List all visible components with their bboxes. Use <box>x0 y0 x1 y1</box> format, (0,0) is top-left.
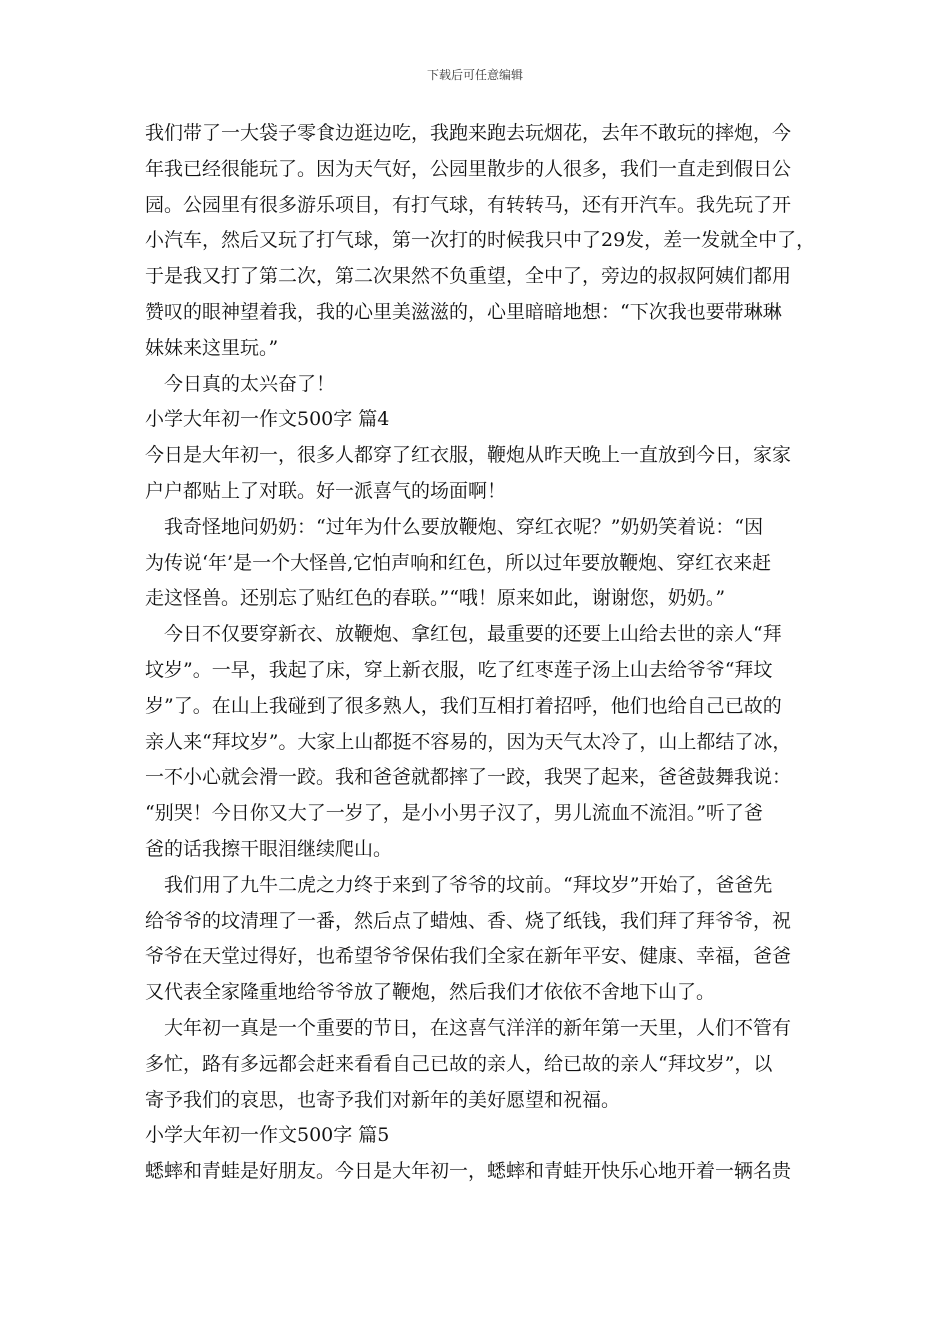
page-header-note: 下载后可任意编辑 <box>426 68 523 82</box>
text-line: 多忙，路有多远都会赶来看看自己已故的亲人，给已故的亲人“拜坟岁”，以 <box>145 1052 773 1075</box>
text-line: 走这怪兽。还别忘了贴红色的春联。”“哦！原来如此，谢谢您，奶奶。” <box>145 587 726 610</box>
text-line: 岁”了。在山上我碰到了很多熟人，我们互相打着招呼，他们也给自己已故的 <box>145 694 782 717</box>
text-line: 坟岁”。一早，我起了床，穿上新衣服，吃了红枣莲子汤上山去给爷爷“拜坟 <box>145 659 773 681</box>
text-line: 一不小心就会滑一跤。我和爸爸就都摔了一跤，我哭了起来，爸爸鼓舞我说： <box>145 766 792 789</box>
text-line: 爷爷在天堂过得好，也希望爷爷保佑我们全家在新年平安、健康、幸福，爸爸 <box>145 945 792 968</box>
text-line: 寄予我们的哀思，也寄予我们对新年的美好愿望和祝福。 <box>145 1088 621 1111</box>
text-line: 大年初一真是一个重要的节日，在这喜气洋洋的新年第一天里，人们不管有 <box>145 1017 792 1039</box>
text-line: 户户都贴上了对联。好一派喜气的场面啊！ <box>145 480 507 502</box>
text-line: 给爷爷的坟清理了一番，然后点了蜡烛、香、烧了纸钱，我们拜了拜爷爷，祝 <box>145 909 792 932</box>
text-line: 今日不仅要穿新衣、放鞭炮、拿红包，最重要的还要上山给去世的亲人“拜 <box>145 623 782 646</box>
text-line: 又代表全家隆重地给爷爷放了鞭炮，然后我们才依依不舍地下山了。 <box>145 981 716 1004</box>
text-line: 小学大年初一作文500字 篇5 <box>145 1124 390 1147</box>
text-line: 小汽车，然后又玩了打气球，第一次打的时候我只中了29发，差一发就全中了， <box>145 229 816 252</box>
text-line: 我们用了九牛二虎之力终于来到了爷爷的坟前。“拜坟岁”开始了，爸爸先 <box>145 873 773 896</box>
text-line: 赞叹的眼神望着我，我的心里美滋滋的，心里暗暗地想：“下次我也要带琳琳 <box>145 301 782 323</box>
text-line: 我们带了一大袋子零食边逛边吃，我跑来跑去玩烟花，去年不敢玩的摔炮，今 <box>145 122 792 144</box>
text-line: 今日真的太兴奋了！ <box>145 372 336 395</box>
text-line: 年我已经很能玩了。因为天气好，公园里散步的人很多，我们一直走到假日公 <box>145 157 792 180</box>
text-line: 妹妹来这里玩。” <box>145 336 279 359</box>
text-line: “别哭！今日你又大了一岁了，是小小男子汉了，男儿流血不流泪。”听了爸 <box>145 802 763 825</box>
text-line: 小学大年初一作文500字 篇4 <box>145 408 390 431</box>
text-line: 蟋蟀和青蛙是好朋友。今日是大年初一，蟋蟀和青蛙开快乐心地开着一辆名贵 <box>145 1160 792 1183</box>
text-line: 我奇怪地问奶奶：“过年为什么要放鞭炮、穿红衣呢？”奶奶笑着说：“因 <box>145 515 764 538</box>
text-line: 爸的话我擦干眼泪继续爬山。 <box>145 838 393 860</box>
text-line: 园。公园里有很多游乐项目，有打气球，有转转马，还有开汽车。我先玩了开 <box>145 193 792 216</box>
text-line: 亲人来“拜坟岁”。大家上山都挺不容易的，因为天气太冷了，山上都结了冰， <box>145 730 792 753</box>
text-line: 于是我又打了第二次，第二次果然不负重望，全中了，旁边的叔叔阿姨们都用 <box>145 265 792 288</box>
text-line: 今日是大年初一，很多人都穿了红衣服，鞭炮从昨天晚上一直放到今日，家家 <box>145 444 792 467</box>
text-line: 为传说‘年’是一个大怪兽,它怕声响和红色，所以过年要放鞭炮、穿红衣来赶 <box>145 551 772 574</box>
